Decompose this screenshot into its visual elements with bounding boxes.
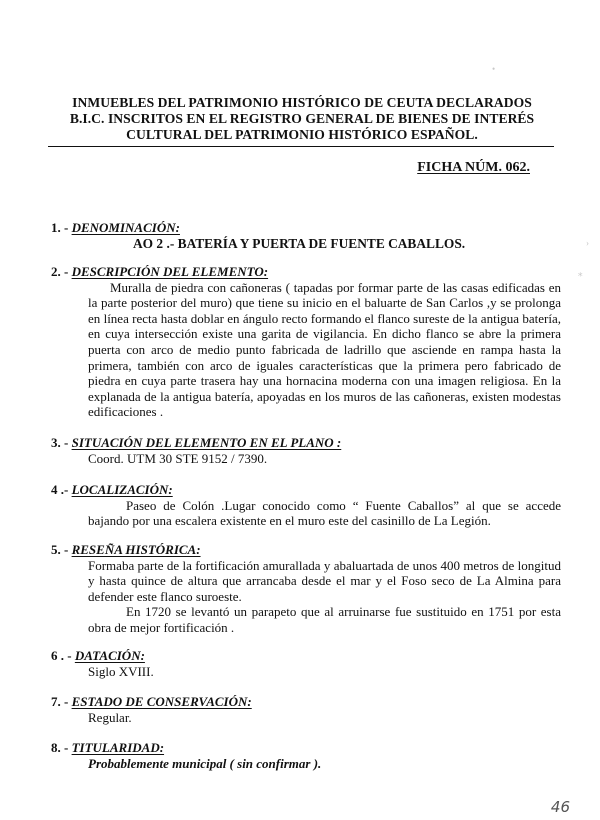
section-label: RESEÑA HISTÓRICA:: [71, 542, 201, 557]
section-title: [51, 542, 561, 558]
ficha-number: FICHA NÚM. 062.: [417, 160, 530, 175]
section-title: [51, 740, 561, 756]
section-number: 6 . -: [51, 648, 75, 663]
estado-text: Regular.: [88, 709, 132, 725]
section-resena: [51, 542, 561, 636]
datacion-text: Siglo XVIII.: [88, 663, 154, 679]
section-label: DESCRIPCIÓN DEL ELEMENTO:: [71, 264, 269, 279]
section-label: TITULARIDAD:: [71, 740, 165, 755]
scan-speck: •: [492, 64, 496, 74]
section-number: 2. -: [51, 264, 72, 279]
localizacion-text: Paseo de Colón .Lugar conocido como “ Fuente Caballos” al que se accede bajando por una escalera existente en el muro este del casinillo de La Legión.: [88, 497, 561, 529]
section-denominacion: [51, 220, 561, 251]
section-number: 1. -: [51, 220, 72, 235]
resena-text-2: En 1720 se levantó un parapeto que al arruinarse fue sustituido en 1751 por esta obra de mejor fortificación .: [88, 604, 561, 635]
situacion-text: Coord. UTM 30 STE 9152 / 7390.: [88, 450, 268, 466]
section-number: 8. -: [51, 740, 72, 755]
section-descripcion: [51, 264, 561, 420]
titularidad-text: Probablemente municipal ( sin confirmar ).: [88, 755, 322, 771]
section-label: SITUACIÓN DEL ELEMENTO EN EL PLANO :: [71, 435, 342, 450]
denominacion-value: AO 2 .- BATERÍA Y PUERTA DE FUENTE CABALLOS.: [133, 235, 466, 251]
scan-speck: ›: [586, 238, 589, 248]
section-datacion: [51, 648, 561, 679]
section-title: [51, 694, 561, 710]
section-title: [51, 435, 561, 451]
header-rule: [48, 146, 554, 147]
section-label: DENOMINACIÓN:: [71, 220, 180, 235]
section-titularidad: [51, 740, 561, 771]
section-number: 3. -: [51, 435, 72, 450]
document-header: [48, 95, 556, 143]
section-number: 7. -: [51, 694, 72, 709]
section-title: [51, 648, 561, 664]
resena-text-1: Formaba parte de la fortificación amurallada y abaluartada de unos 400 metros de longitud y hasta quince de altura que arrancaba desde el mar y el Foso seco de La Almina para defender este flanco suroeste.: [88, 557, 561, 604]
section-estado: [51, 694, 561, 725]
section-title: [51, 264, 561, 280]
section-title: [51, 220, 561, 236]
section-label: LOCALIZACIÓN:: [71, 482, 173, 497]
section-label: ESTADO DE CONSERVACIÓN:: [71, 694, 252, 709]
section-number: 4 .-: [51, 482, 72, 497]
header-line-2: B.I.C. INSCRITOS EN EL REGISTRO GENERAL DE BIENES DE INTERÉS: [69, 111, 535, 126]
header-line-1: INMUEBLES DEL PATRIMONIO HISTÓRICO DE CEUTA DECLARADOS: [72, 95, 532, 110]
section-title: [51, 482, 561, 498]
descripcion-text: Muralla de piedra con cañoneras ( tapadas por formar parte de las casas edificadas en la parte posterior del muro) que tiene su inicio en el baluarte de San Carlos ,y se prolonga en línea recta hasta doblar en ángulo recto formando el flanco sureste de la antigua batería, en cuya intersección existe una garita de vigilancia. En dicho flanco se abre la primera puerta con arco de medio punto fabricada de ladrillo que asciende en rampa hasta la primera, también con arco de iguales características que la primera pero fabricado de piedra en cuya parte trasera hay una hornacina moderna con una imagen religiosa. En la explanada de la antigua batería, apoyadas en los muros de las cañoneras, existen modestas edificaciones .: [88, 279, 561, 420]
section-situacion: [51, 435, 561, 466]
section-number: 5. -: [51, 542, 72, 557]
scan-speck: ⁎: [578, 268, 583, 278]
header-line-3: CULTURAL DEL PATRIMONIO HISTÓRICO ESPAÑOL.: [126, 127, 478, 142]
section-localizacion: [51, 482, 561, 529]
section-label: DATACIÓN:: [74, 648, 145, 663]
handwritten-page-number: 46: [550, 798, 570, 816]
